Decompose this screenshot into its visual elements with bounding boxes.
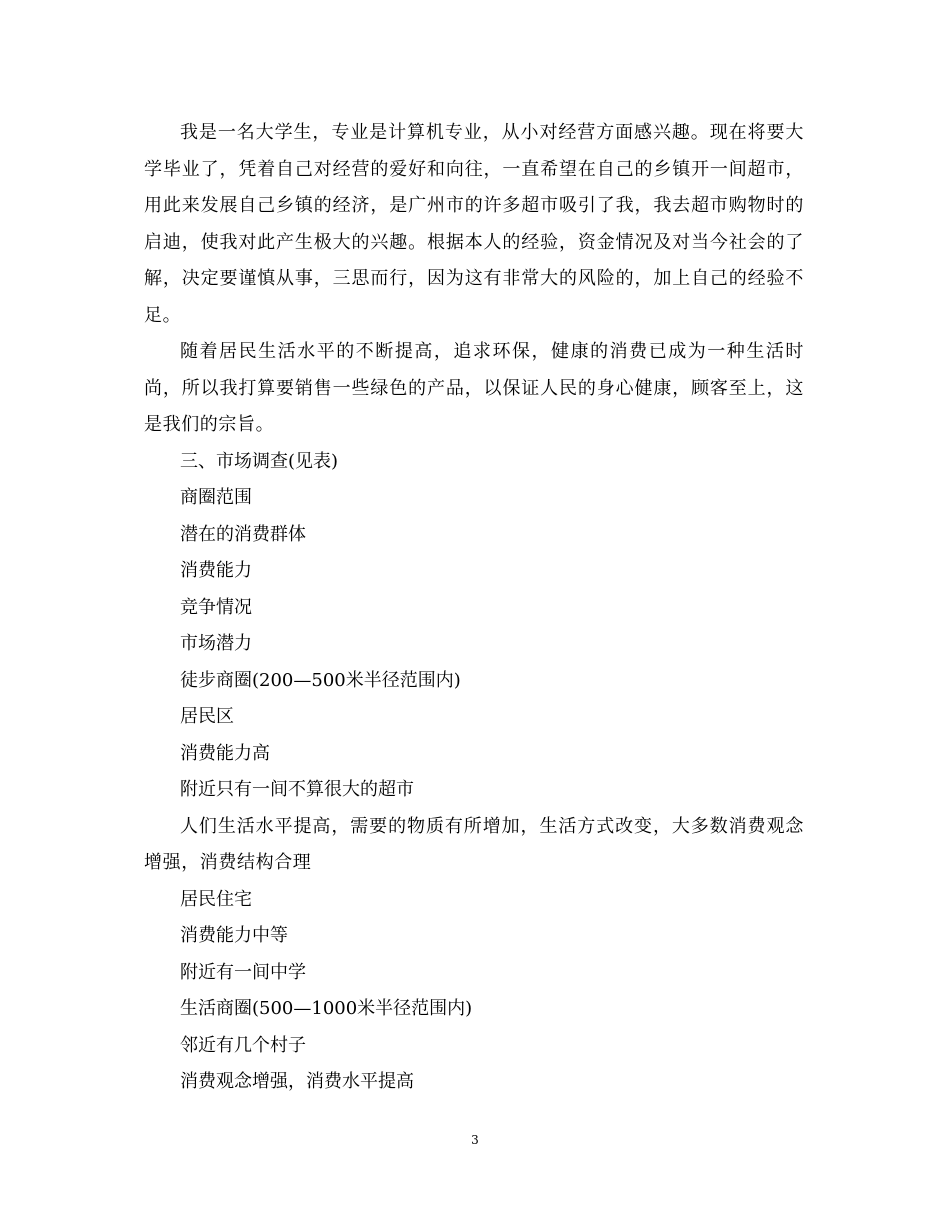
list-item: 徒步商圈(200—500米半径范围内)	[180, 669, 461, 691]
list-item: 消费观念增强，消费水平提高	[180, 1071, 414, 1092]
document-body	[144, 115, 804, 1101]
list-item: 居民住宅	[180, 888, 252, 910]
list-item: 人们生活水平提高，需要的物质有所增加，生活方式改变，大多数消费观念增强，消费结构合理	[144, 815, 804, 873]
paragraph-intro: 我是一名大学生，专业是计算机专业，从小对经营方面感兴趣。现在将要大学毕业了，凭着自己对经营的爱好和向往，一直希望在自己的乡镇开一间超市，用此来发展自己乡镇的经济，是广州市的许多超市吸引了我，我去超市购物时的启迪，使我对此产生极大的兴趣。根据本人的经验，资金情况及对当今社会的了解，决定要谨慎从事，三思而行，因为这有非常大的风险的，加上自己的经验不足。	[144, 122, 804, 326]
list-item: 消费能力高	[180, 742, 270, 764]
list-item: 商圈范围	[180, 487, 252, 508]
list-item: 市场潜力	[180, 633, 252, 654]
list-item: 生活商圈(500—1000米半径范围内)	[180, 998, 473, 1019]
list-item: 附近只有一间不算很大的超市	[180, 779, 414, 800]
list-item: 潜在的消费群体	[180, 523, 306, 545]
list-item: 居民区	[180, 706, 234, 727]
list-item: 附近有一间中学	[180, 961, 306, 983]
list-item: 邻近有几个村子	[180, 1034, 306, 1056]
list-item: 消费能力中等	[180, 925, 288, 946]
list-item: 消费能力	[180, 560, 252, 581]
section-heading-market-survey: 三、市场调查(见表)	[180, 450, 339, 472]
page-number: 3	[471, 1133, 479, 1147]
paragraph-green-products: 随着居民生活水平的不断提高，追求环保，健康的消费已成为一种生活时尚，所以我打算要销售一些绿色的产品，以保证人民的身心健康，顾客至上，这是我们的宗旨。	[144, 341, 804, 435]
list-item: 竞争情况	[180, 596, 252, 618]
